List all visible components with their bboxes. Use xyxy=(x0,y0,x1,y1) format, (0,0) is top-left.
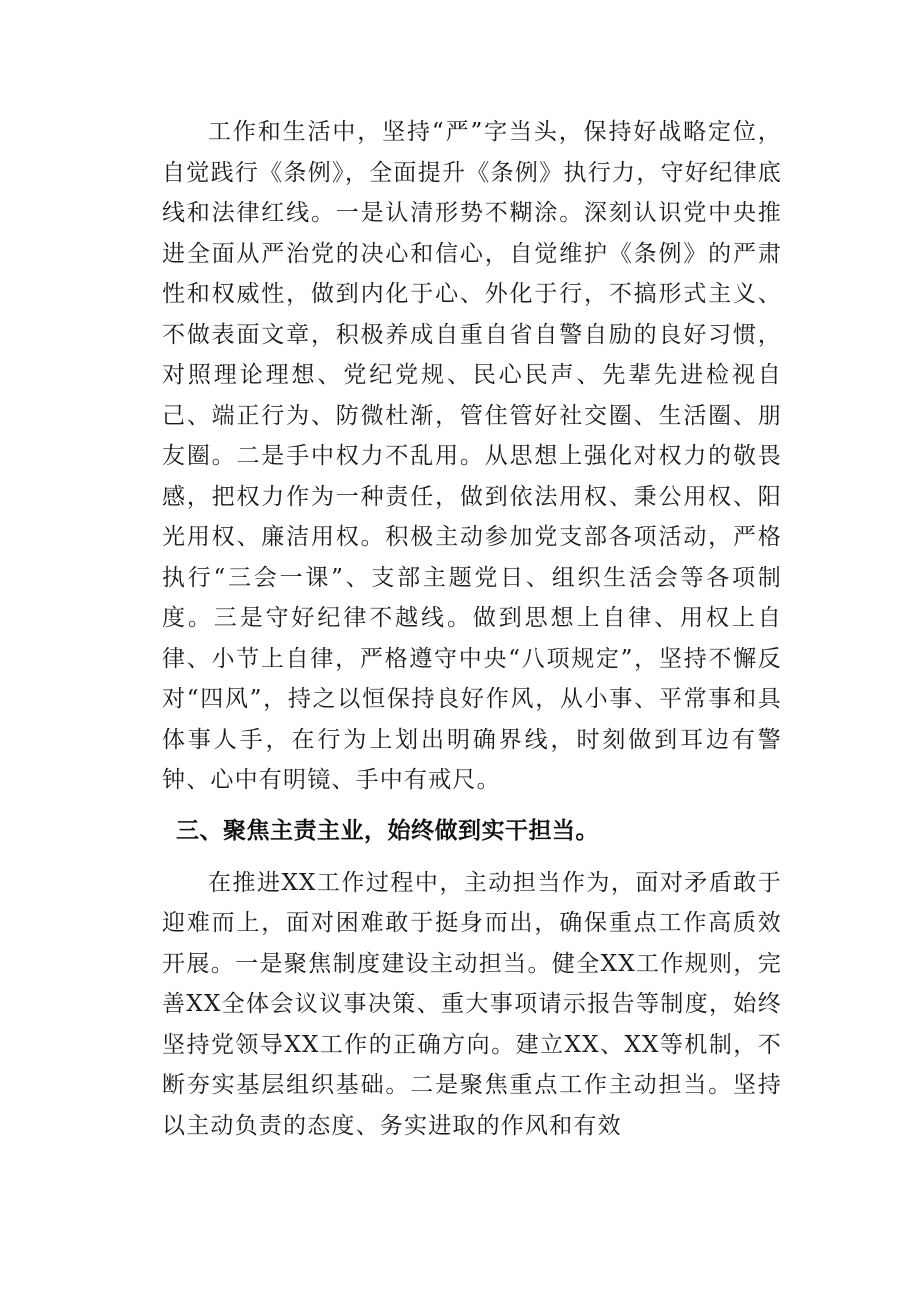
section-heading-3: 三、聚焦主责主业，始终做到实干担当。 xyxy=(176,817,599,844)
body-paragraph-responsibility: 在推进XX工作过程中，主动担当作为，面对矛盾敢于迎难而上，面对困难敢于挺身而出，确保重点工作高质效开展。一是聚焦制度建设主动担当。健全XX工作规则，完善XX全体会议议事决策、重大事项请示报告等制度，始终坚持党领导XX工作的正确方向。建立XX、XX等机制，不断夯实基层组织基础。二是聚焦重点工作主动担当。坚持以主动负责的态度、务实进取的作风和有效 xyxy=(162,869,782,1139)
body-paragraph-discipline: 工作和生活中，坚持“严”字当头，保持好战略定位，自觉践行《条例》，全面提升《条例》执行力，守好纪律底线和法律红线。一是认清形势不糊涂。深刻认识党中央推进全面从严治党的决心和信心，自觉维护《条例》的严肃性和权威性，做到内化于心、外化于行，不搞形式主义、不做表面文章，积极养成自重自省自警自励的良好习惯，对照理论理想、党纪党规、民心民声、先辈先进检视自己、端正行为、防微杜渐，管住管好社交圈、生活圈、朋友圈。二是手中权力不乱用。从思想上强化对权力的敬畏感，把权力作为一种责任，做到依法用权、秉公用权、阳光用权、廉洁用权。积极主动参加党支部各项活动，严格执行“三会一课”、支部主题党日、组织生活会等各项制度。三是守好纪律不越线。做到思想上自律、用权上自律、小节上自律，严格遵守中央“八项规定”，坚持不懈反对“四风”，持之以恒保持良好作风，从小事、平常事和具体事人手，在行为上划出明确界线，时刻做到耳边有警钟、心中有明镜、手中有戒尺。 xyxy=(162,119,782,793)
document-body xyxy=(162,112,782,1146)
